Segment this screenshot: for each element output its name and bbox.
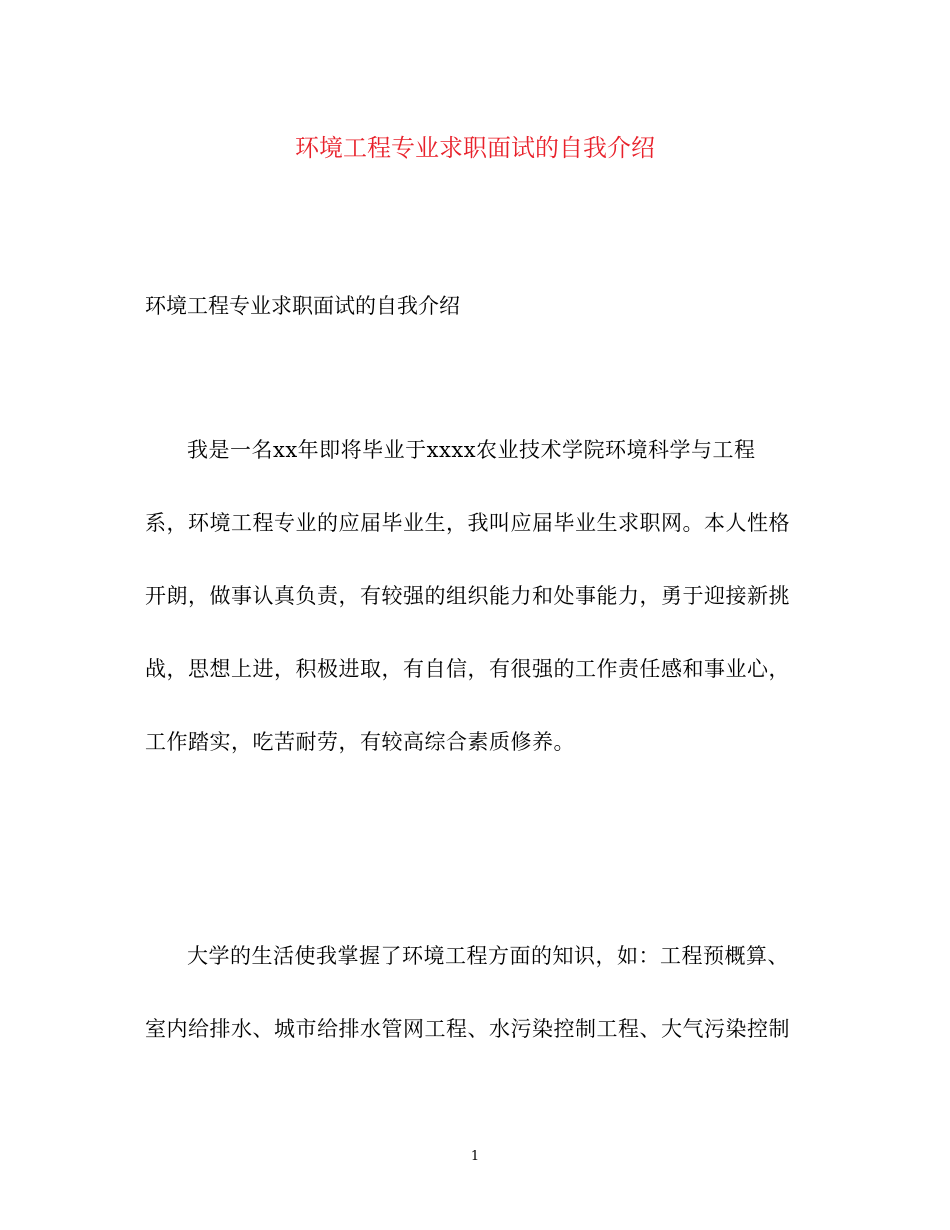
paragraph-line: 工作踏实，吃苦耐劳，有较高综合素质修养。 <box>145 730 575 754</box>
paragraph-line: 系，环境工程专业的应届毕业生，我叫应届毕业生求职网。本人性格 <box>145 511 790 535</box>
document-title: 环境工程专业求职面试的自我介绍 <box>295 134 655 162</box>
document-subtitle: 环境工程专业求职面试的自我介绍 <box>145 294 460 318</box>
paragraph-intro <box>145 434 810 799</box>
paragraph-knowledge <box>145 940 810 1086</box>
page-number: 1 <box>470 1149 480 1164</box>
paragraph-line: 室内给排水、城市给排水管网工程、水污染控制工程、大气污染控制 <box>145 1017 790 1041</box>
paragraph-line: 大学的生活使我掌握了环境工程方面的知识，如：工程预概算、 <box>187 944 789 968</box>
paragraph-line: 开朗，做事认真负责，有较强的组织能力和处事能力，勇于迎接新挑 <box>145 584 790 608</box>
paragraph-line: 战，思想上进，积极进取，有自信，有很强的工作责任感和事业心， <box>145 657 790 681</box>
paragraph-line: 我是一名xx年即将毕业于xxxx农业技术学院环境科学与工程 <box>187 438 756 462</box>
